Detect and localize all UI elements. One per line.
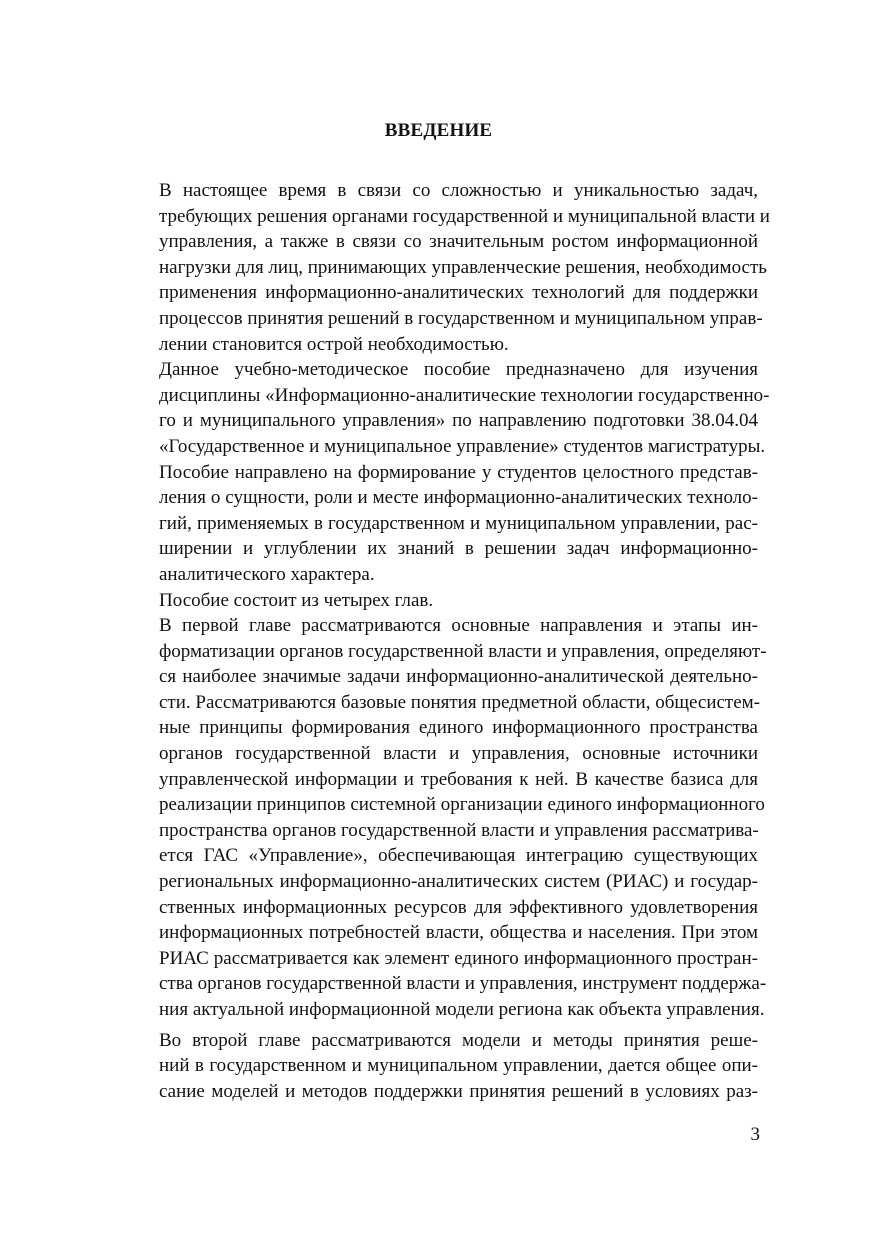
text-line: лении становится острой необходимостью. [159, 333, 509, 355]
text-line: пространства органов государственной власти и управления рассматрива- [159, 819, 759, 841]
text-line: В настоящее время в связи со сложностью и уникальностью задач, [159, 180, 758, 201]
text-line: «Государственное и муниципальное управление» студентов магистратуры. [159, 435, 766, 457]
text-line: ся наиболее значимые задачи информационно-аналитической деятельно- [159, 666, 758, 688]
text-line: ные принципы формирования единого информационного пространства [159, 717, 758, 739]
text-line: сание моделей и методов поддержки принятия решений в условиях раз- [159, 1080, 758, 1102]
text-line: В первой главе рассматриваются основные направления и этапы ин- [159, 615, 758, 637]
text-line: ства органов государственной власти и управления, инструмент поддержа- [159, 973, 767, 995]
paragraph-purpose [118, 357, 770, 587]
text-line: Пособие направлено на формирование у студентов целостного представ- [159, 461, 758, 483]
text-line: ширении и углублении их знаний в решении задач информационно- [159, 538, 758, 560]
paragraph-chapter-one [118, 613, 767, 1023]
text-line: аналитического характера. [159, 563, 375, 585]
text-line: информационных потребностей власти, общества и населения. При этом [159, 922, 758, 944]
text-line: дисциплины «Информационно-аналитические технологии государственно- [159, 384, 770, 406]
text-line: Во второй главе рассматриваются модели и методы принятия реше- [159, 1029, 758, 1051]
page-number: 3 [750, 1124, 760, 1145]
text-line: го и муниципального управления» по направлению подготовки 38.04.04 [159, 410, 758, 432]
text-line: управленческой информации и требования к ней. В качестве базиса для [159, 768, 758, 790]
text-line: форматизации органов государственной власти и управления, определяют- [159, 640, 767, 662]
body-text [118, 178, 770, 1104]
text-line: управления, а также в связи со значительным ростом информационной [159, 231, 758, 253]
text-line: применения информационно-аналитических технологий для поддержки [159, 282, 758, 304]
text-line: ления о сущности, роли и месте информационно-аналитических техноло- [159, 487, 758, 509]
text-line: нагрузки для лиц, принимающих управленческие решения, необходимость [159, 256, 767, 278]
text-line: ственных информационных ресурсов для эффективного удовлетворения [159, 896, 758, 918]
text-line: органов государственной власти и управления, основные источники [159, 743, 758, 765]
paragraph-chapter-two [118, 1028, 758, 1105]
paragraph-intro [118, 178, 770, 357]
text-line: Пособие состоит из четырех глав. [159, 589, 434, 611]
text-line: РИАС рассматривается как элемент единого информационного простран- [159, 947, 758, 969]
section-title: ВВЕДЕНИЕ [384, 120, 493, 141]
text-line: реализации принципов системной организации единого информационного [159, 794, 765, 816]
text-line: региональных информационно-аналитических систем (РИАС) и государ- [159, 871, 758, 893]
paragraph-structure [118, 588, 758, 614]
text-line: требующих решения органами государственной и муниципальной власти и [159, 205, 770, 227]
text-line: Данное учебно-методическое пособие предназначено для изучения [159, 359, 758, 381]
text-line: процессов принятия решений в государственном и муниципальном управ- [159, 307, 763, 329]
text-line: сти. Рассматриваются базовые понятия предметной области, общесистем- [159, 691, 761, 713]
text-line: ется ГАС «Управление», обеспечивающая интеграцию существующих [159, 845, 758, 867]
text-line: ний в государственном и муниципальном управлении, дается общее опи- [159, 1055, 758, 1077]
text-line: ния актуальной информационной модели региона как объекта управления. [159, 999, 765, 1020]
text-line: гий, применяемых в государственном и муниципальном управлении, рас- [159, 512, 758, 534]
